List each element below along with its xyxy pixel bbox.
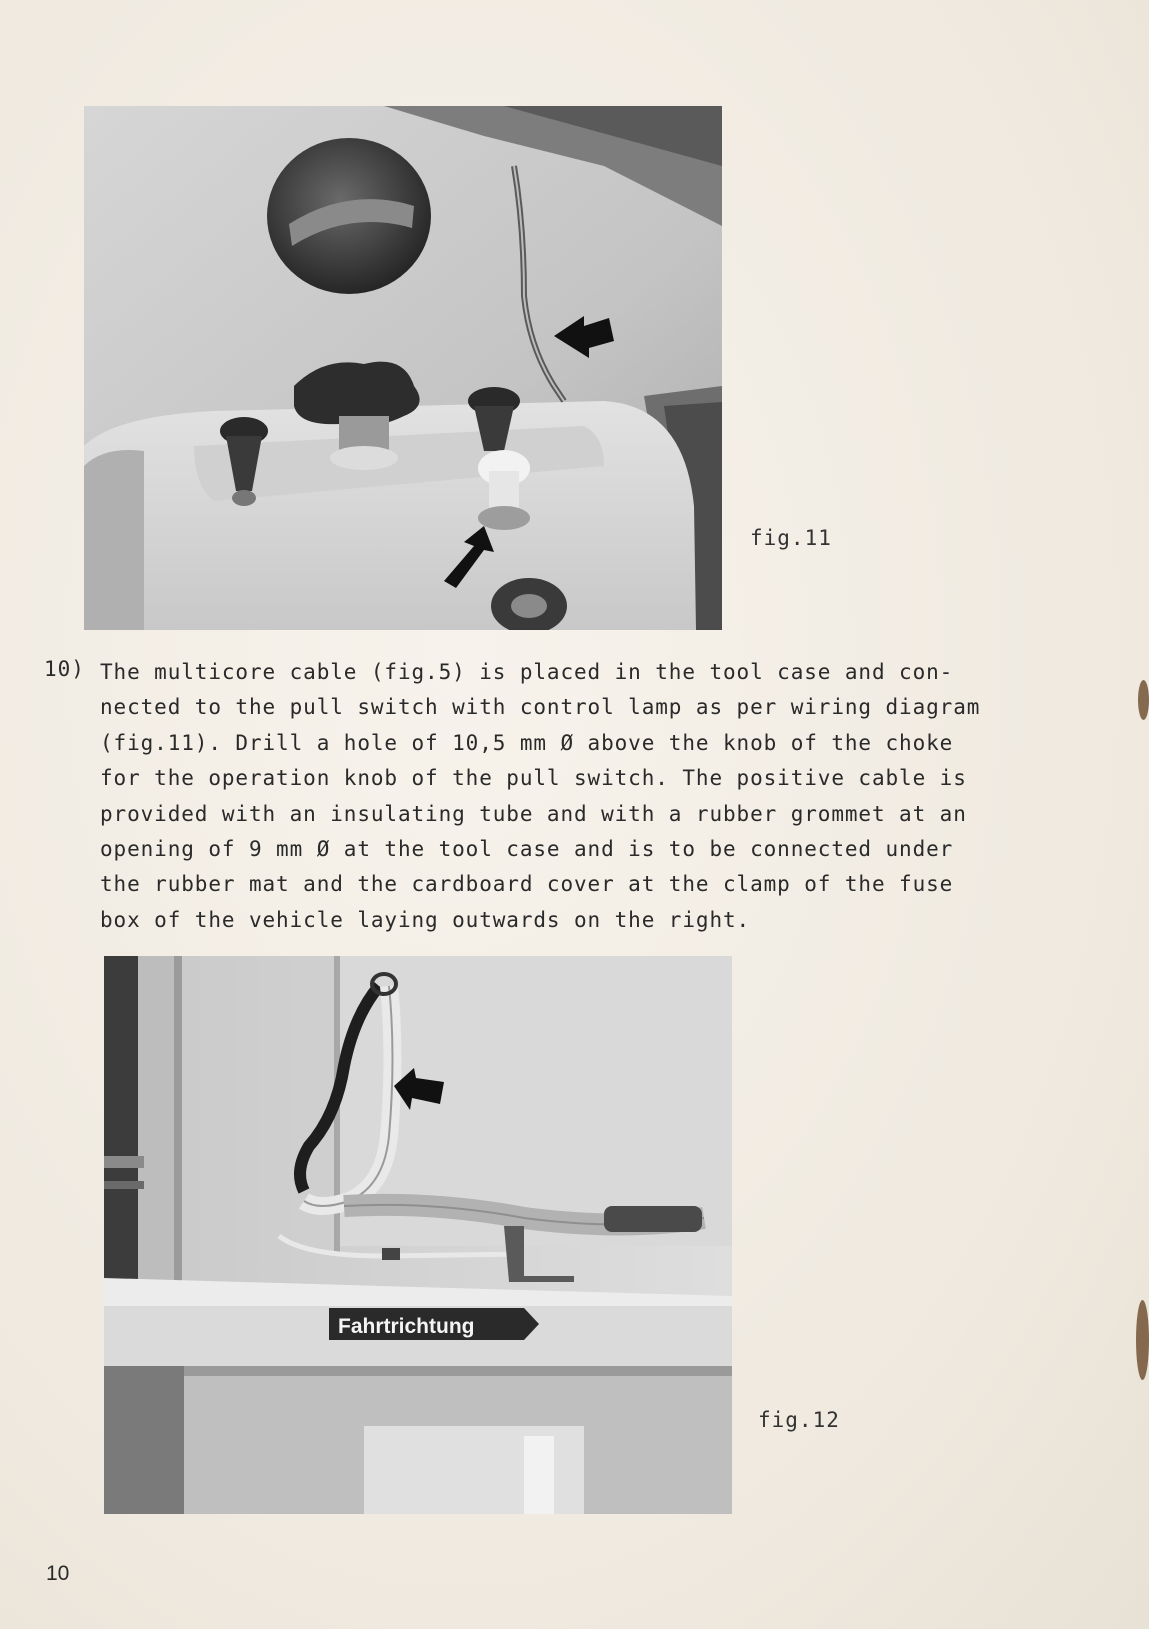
step-paragraph [100,655,1040,938]
step-number: 10) [44,657,85,681]
figure-12-photo [104,956,732,1514]
figure-12-caption: fig.12 [758,1408,840,1432]
step-line: (fig.11). Drill a hole of 10,5 mm Ø above the knob of the choke [100,730,954,755]
step-line: for the operation knob of the pull switch. The positive cable is [100,766,967,791]
step-line: box of the vehicle laying outwards on the right. [100,907,751,932]
figure-11-caption: fig.11 [750,526,832,550]
page-number: 10 [46,1562,70,1585]
step-line: the rubber mat and the cardboard cover at the clamp of the fuse [100,872,954,897]
tool-case-knobs-illustration [84,106,722,630]
paper-stain [1136,1300,1149,1380]
paper-stain [1138,680,1149,720]
step-line: provided with an insulating tube and with a rubber grommet at an [100,801,967,826]
direction-sign-text: Fahrtrichtung [338,1315,475,1338]
step-line: opening of 9 mm Ø at the tool case and is to be connected under [100,837,954,862]
cable-routing-illustration [104,956,732,1514]
step-line: nected to the pull switch with control lamp as per wiring diagram [100,695,981,720]
figure-11-photo [84,106,722,630]
step-line: The multicore cable (fig.5) is placed in the tool case and con- [100,660,954,684]
